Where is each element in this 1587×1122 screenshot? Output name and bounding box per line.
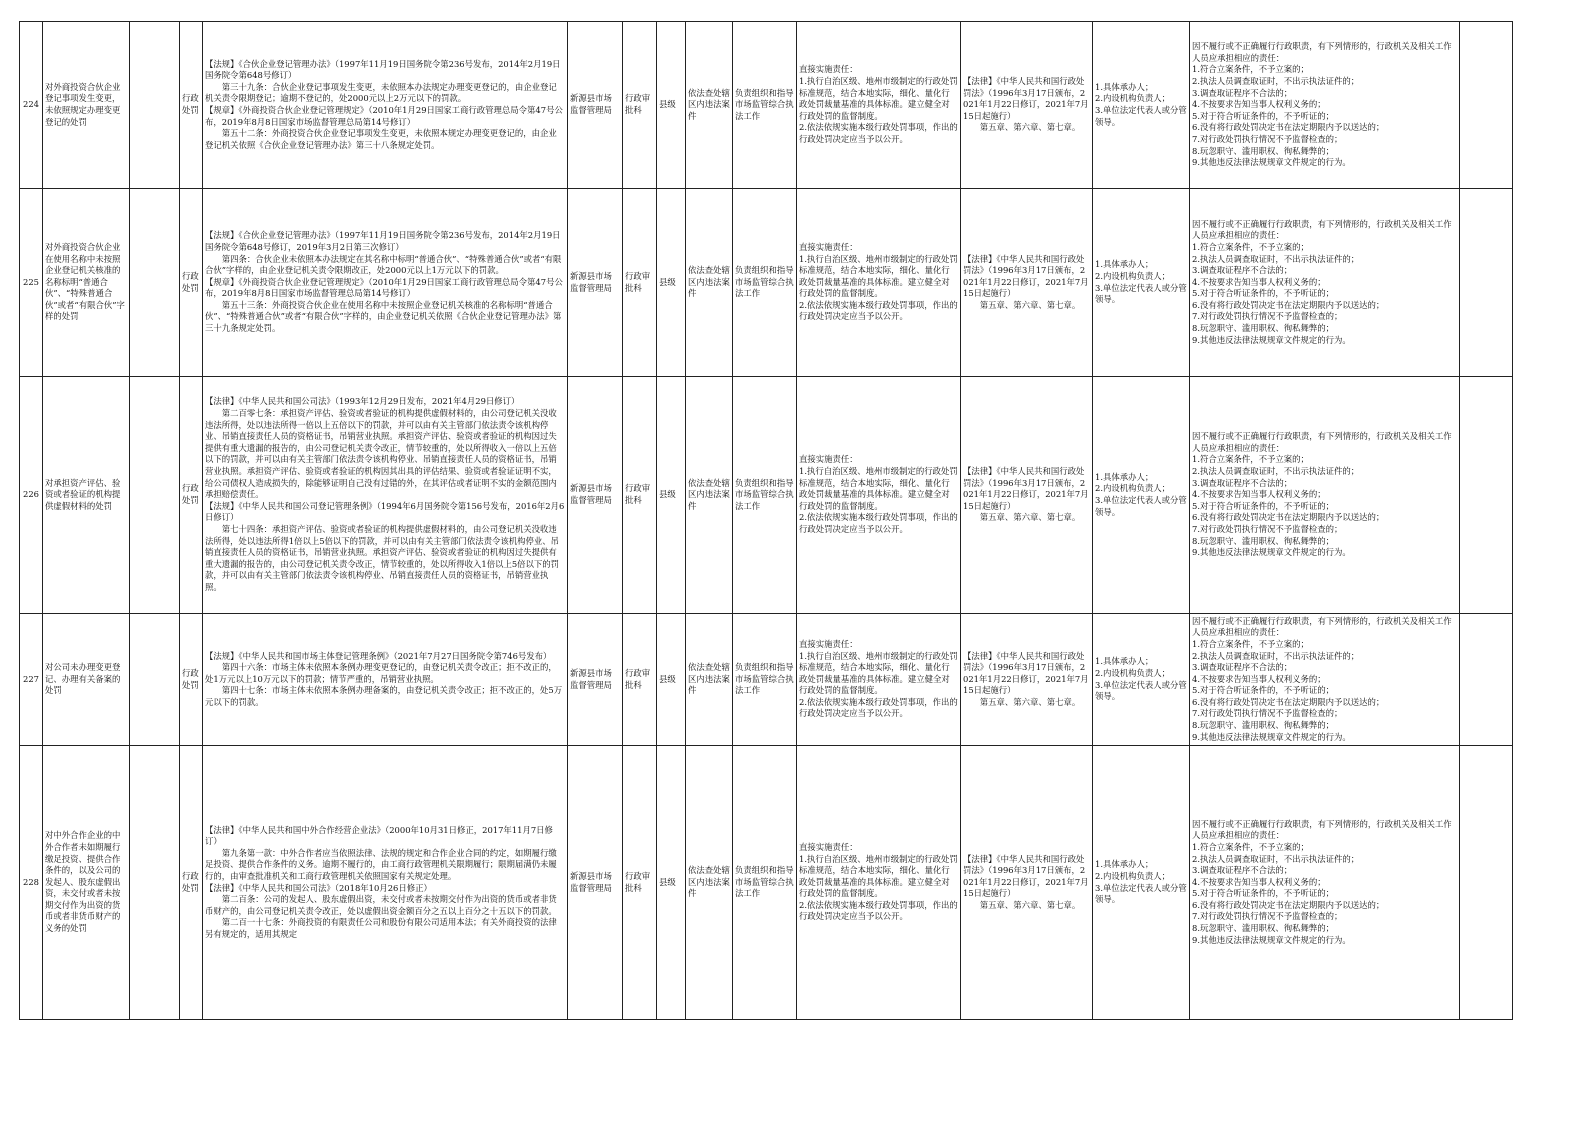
liab-line: 8.玩忽职守、滥用职权、徇私舞弊的； <box>1192 145 1334 156</box>
type-text: 行政处罚 <box>182 870 199 893</box>
basis-line: 第九条第一款：中外合作者应当依照法律、法规的规定和合作企业合同的约定，如期履行缴足投资、提供合作条件的义务。逾期不履行的，由工商行政管理机关限期履行；限期届满仍未履行的，由审查批准机关和工商行政管理机关依照国家有关规定处理。 <box>205 847 557 881</box>
role-text: 负责组织和指导市场监管综合执法工作 <box>735 87 794 121</box>
law-line: 第五章、第六章、第七章。 <box>963 512 1081 523</box>
liab-line: 7.对行政处罚执行情况不予监督检查的； <box>1192 311 1343 322</box>
resp-line: 2.内设机构负责人； <box>1095 667 1170 678</box>
cell-class <box>623 189 657 377</box>
cell-basis <box>203 377 568 614</box>
resp-line: 1.具体承办人； <box>1095 259 1154 270</box>
liab-line: 2.执法人员调查取证时，不出示执法证件的； <box>1192 76 1360 87</box>
cell-resp <box>1093 22 1190 189</box>
cell-note <box>1460 746 1513 1020</box>
basis-line: 【规章】《外商投资合伙企业登记管理规定》（2010年1月29日国家工商行政管理总局令第47号公布，2019年8月8日国家市场监督管理总局第14号修订） <box>205 276 563 299</box>
cell-role <box>733 614 797 746</box>
liab-line: 1.符合立案条件，不予立案的； <box>1192 64 1309 75</box>
basis-line: 第五十三条：外商投资合伙企业在使用名称中未按照企业登记机关核准的名称标明“普通合伙”、“特殊普通合伙”或者“有限合伙”字样的，由企业登记机关依照《合伙企业登记管理办法》第三十九条规定处罚。 <box>205 299 562 334</box>
cell-note <box>1460 189 1513 377</box>
resp-line: 1.具体承办人； <box>1095 471 1154 482</box>
cell-name <box>43 377 130 614</box>
cell-scope <box>686 377 733 614</box>
duty-line: 2.依法依规实施本级行政处罚事项，作出的行政处罚决定应当予以公开。 <box>799 696 958 719</box>
cell-liab <box>1190 22 1460 189</box>
level-text: 县级 <box>659 276 676 287</box>
cell-name <box>43 189 130 377</box>
cell-level <box>657 614 686 746</box>
level-text: 县级 <box>659 876 676 887</box>
law-line: 第五章、第六章、第七章。 <box>963 122 1081 133</box>
dept-text: 新源县市场监督管理局 <box>570 270 612 293</box>
role-text: 负责组织和指导市场监管综合执法工作 <box>735 662 794 696</box>
duty-line: 2.依法依规实施本级行政处罚事项，作出的行政处罚决定应当予以公开。 <box>799 512 958 534</box>
duty-line: 直接实施责任： <box>799 841 858 852</box>
resp-line: 3.单位法定代表人或分管领导。 <box>1095 495 1187 517</box>
num-text: 227 <box>23 673 39 684</box>
class-text: 行政审批科 <box>625 667 651 690</box>
cell-scope <box>686 614 733 746</box>
cell-dept <box>568 614 623 746</box>
cell-level <box>657 746 686 1020</box>
cell-type <box>180 614 203 746</box>
basis-line: 第三十九条：合伙企业登记事项发生变更，未依照本办法规定办理变更登记的，由企业登记机关责令限期登记；逾期不登记的，处2000元以上2万元以下的罚款。 <box>205 81 557 104</box>
cell-liab <box>1190 614 1460 746</box>
dept-text: 新源县市场监督管理局 <box>570 667 612 690</box>
dept-text: 新源县市场监督管理局 <box>570 93 612 115</box>
liab-line: 4.不按要求告知当事人权利义务的； <box>1192 489 1326 500</box>
role-text: 负责组织和指导市场监管综合执法工作 <box>735 477 794 511</box>
name-text: 对公司未办理变更登记、办理有关备案的处罚 <box>45 662 121 696</box>
cell-scope <box>686 746 733 1020</box>
liab-line: 2.执法人员调查取证时，不出示执法证件的； <box>1192 466 1360 477</box>
level-text: 县级 <box>659 489 676 500</box>
name-text: 对外商投资合伙企业登记事项发生变更，未依照规定办理变更登记的处罚 <box>45 81 121 127</box>
duty-line: 1.执行自治区级、地州市级制定的行政处罚标准规范，结合本地实际，细化、量化行政处罚裁量基准的具体标准。建立健全对行政处罚的监督制度。 <box>799 650 958 696</box>
level-text: 县级 <box>659 99 676 110</box>
resp-line: 2.内设机构负责人； <box>1095 870 1170 881</box>
cell-duty <box>797 22 961 189</box>
dept-text: 新源县市场监督管理局 <box>570 870 612 893</box>
resp-line: 3.单位法定代表人或分管领导。 <box>1095 282 1187 305</box>
cell-scope <box>686 189 733 377</box>
scope-text: 依法查处辖区内违法案件 <box>688 865 730 899</box>
cell-level <box>657 377 686 614</box>
liab-line: 4.不按要求告知当事人权利义务的； <box>1192 99 1326 110</box>
scope-text: 依法查处辖区内违法案件 <box>688 265 730 299</box>
cell-basis <box>203 22 568 189</box>
duty-line: 直接实施责任： <box>799 241 858 252</box>
law-line: 【法律】《中华人民共和国行政处罚法》（1996年3月17日颁布，2021年1月22日修订，2021年7月15日起施行） <box>963 466 1089 511</box>
cell-duty <box>797 189 961 377</box>
table-row <box>20 614 1513 746</box>
cell-note <box>1460 22 1513 189</box>
liab-line: 4.不按要求告知当事人权利义务的； <box>1192 673 1326 684</box>
basis-line: 第四条：合伙企业未依照本办法规定在其名称中标明“普通合伙”、“特殊普通合伙”或者“有限合伙”字样的，由企业登记机关责令限期改正，处2000元以上1万元以下的罚款。 <box>205 253 562 276</box>
cell-dept <box>568 377 623 614</box>
basis-line: 【规章】《外商投资合伙企业登记管理规定》（2010年1月29日国家工商行政管理总局令第47号公布，2019年8月8日国家市场监督管理总局第14号修订） <box>205 105 563 127</box>
table-row <box>20 746 1513 1020</box>
cell-level <box>657 189 686 377</box>
num-text: 225 <box>23 276 39 287</box>
cell-blank1 <box>130 22 180 189</box>
scope-text: 依法查处辖区内违法案件 <box>688 477 730 511</box>
liab-line: 3.调查取证程序不合法的； <box>1192 662 1293 673</box>
liab-line: 7.对行政处罚执行情况不予监督检查的； <box>1192 911 1343 922</box>
resp-line: 2.内设机构负责人； <box>1095 270 1170 281</box>
basis-line: 第四十六条：市场主体未依照本条例办理变更登记的，由登记机关责令改正；拒不改正的，处1万元以上10万元以下的罚款；情节严重的，吊销营业执照。 <box>205 662 557 684</box>
liab-line: 2.执法人员调查取证时，不出示执法证件的； <box>1192 650 1360 661</box>
table-row <box>20 189 1513 377</box>
cell-liab <box>1190 189 1460 377</box>
cell-role <box>733 746 797 1020</box>
basis-line: 【法律】《中华人民共和国公司法》（2018年10月26日修正） <box>205 882 432 893</box>
liab-line: 3.调查取证程序不合法的； <box>1192 87 1293 98</box>
class-text: 行政审批科 <box>625 870 651 893</box>
resp-line: 3.单位法定代表人或分管领导。 <box>1095 105 1187 127</box>
basis-line: 【法律】《中华人民共和国中外合作经营企业法》（2000年10月31日修正，2017年11月7日修订） <box>205 824 553 847</box>
type-text: 行政处罚 <box>182 667 199 690</box>
class-text: 行政审批科 <box>625 270 651 293</box>
liab-line: 2.执法人员调查取证时，不出示执法证件的； <box>1192 253 1360 264</box>
cell-type <box>180 746 203 1020</box>
basis-line: 第二百零七条：承担资产评估、验资或者验证的机构提供虚假材料的，由公司登记机关没收违法所得，处以违法所得一倍以上五倍以下的罚款，并可以由有关主管部门依法责令该机构停业、吊销直接责任人员的资格证书，吊销营业执照。承担资产评估、验资或者验证的机构因过失提供有重大遗漏的报告的，由公司登记机关责令改正，情节较重的，处以所得收入一倍以上五倍以下的罚款，并可以由有关主管部门依法责令该机构停业、吊销直接责任人员的资格证书，吊销营业执照。承担资产评估、验资或者验证的机构因其出具的评估结果、验资或者验证证明不实，给公司债权人造成损失的，除能够证明自己没有过错的外，在其评估或者证明不实的金额范围内承担赔偿责任。 <box>205 408 557 500</box>
liab-line: 6.没有将行政处罚决定书在法定期限内予以送达的； <box>1192 299 1385 310</box>
liab-line: 6.没有将行政处罚决定书在法定期限内予以送达的； <box>1192 122 1385 133</box>
basis-line: 【法律】《中华人民共和国公司法》（1993年12月29日发布，2021年4月29日修订） <box>205 396 520 407</box>
table-row <box>20 22 1513 189</box>
liab-line: 1.符合立案条件，不予立案的； <box>1192 841 1309 852</box>
cell-blank1 <box>130 189 180 377</box>
cell-name <box>43 22 130 189</box>
basis-line: 第二百一十七条：外商投资的有限责任公司和股份有限公司适用本法；有关外商投资的法律另有规定的，适用其规定 <box>205 917 557 939</box>
cell-note <box>1460 377 1513 614</box>
duty-line: 1.执行自治区级、地州市级制定的行政处罚标准规范，结合本地实际，细化、量化行政处罚裁量基准的具体标准。建立健全对行政处罚的监督制度。 <box>799 853 958 899</box>
type-text: 行政处罚 <box>182 483 199 505</box>
resp-line: 2.内设机构负责人； <box>1095 93 1170 104</box>
liab-line: 4.不按要求告知当事人权利义务的； <box>1192 876 1326 887</box>
cell-blank1 <box>130 614 180 746</box>
cell-num <box>20 22 43 189</box>
cell-liab <box>1190 746 1460 1020</box>
name-text: 对承担资产评估、验资或者验证的机构提供虚假材料的处罚 <box>45 477 121 511</box>
liab-line: 5.对于符合听证条件的，不予听证的； <box>1192 685 1334 696</box>
cell-basis <box>203 614 568 746</box>
basis-line: 【法规】《中华人民共和国市场主体登记管理条例》（2021年7月27日国务院令第746号发布） <box>205 650 552 661</box>
resp-line: 1.具体承办人； <box>1095 81 1154 92</box>
type-text: 行政处罚 <box>182 270 199 293</box>
law-line: 第五章、第六章、第七章。 <box>963 696 1081 707</box>
cell-duty <box>797 746 961 1020</box>
cell-type <box>180 189 203 377</box>
duty-line: 1.执行自治区级、地州市级制定的行政处罚标准规范，结合本地实际，细化、量化行政处罚裁量基准的具体标准。建立健全对行政处罚的监督制度。 <box>799 466 958 511</box>
basis-line: 第二百条：公司的发起人、股东虚假出资，未交付或者未按期交付作为出资的货币或者非货币财产的，由公司登记机关责令改正，处以虚假出资金额百分之五以上百分之十五以下的罚款。 <box>205 894 557 916</box>
liab-line: 7.对行政处罚执行情况不予监督检查的； <box>1192 133 1343 144</box>
liab-line: 9.其他违反法律法规规章文件规定的行为。 <box>1192 934 1351 945</box>
liab-line: 8.玩忽职守、滥用职权、徇私舞弊的； <box>1192 923 1334 934</box>
liab-line: 5.对于符合听证条件的，不予听证的； <box>1192 288 1334 299</box>
cell-liab <box>1190 377 1460 614</box>
duty-line: 直接实施责任： <box>799 64 858 75</box>
liab-line: 6.没有将行政处罚决定书在法定期限内予以送达的； <box>1192 512 1385 523</box>
cell-law <box>961 377 1093 614</box>
scope-text: 依法查处辖区内违法案件 <box>688 662 730 696</box>
resp-line: 3.单位法定代表人或分管领导。 <box>1095 679 1187 702</box>
cell-law <box>961 614 1093 746</box>
cell-role <box>733 377 797 614</box>
liab-line: 8.玩忽职守、滥用职权、徇私舞弊的； <box>1192 535 1334 546</box>
num-text: 226 <box>23 489 39 500</box>
law-line: 【法律】《中华人民共和国行政处罚法》（1996年3月17日颁布，2021年1月22日修订，2021年7月15日起施行） <box>963 76 1089 121</box>
level-text: 县级 <box>659 673 676 684</box>
liab-line: 9.其他违反法律法规规章文件规定的行为。 <box>1192 334 1351 345</box>
duty-line: 1.执行自治区级、地州市级制定的行政处罚标准规范，结合本地实际，细化、量化行政处罚裁量基准的具体标准。建立健全对行政处罚的监督制度。 <box>799 253 958 299</box>
cell-duty <box>797 377 961 614</box>
liab-line: 5.对于符合听证条件的，不予听证的； <box>1192 500 1334 511</box>
liab-line: 9.其他违反法律法规规章文件规定的行为。 <box>1192 157 1351 168</box>
power-list-table <box>19 21 1513 1020</box>
cell-basis <box>203 746 568 1020</box>
cell-class <box>623 614 657 746</box>
liab-line: 因不履行或不正确履行行政职责，有下列情形的，行政机关及相关工作人员应承担相应的责任： <box>1192 615 1452 638</box>
liab-line: 3.调查取证程序不合法的； <box>1192 477 1293 488</box>
cell-law <box>961 746 1093 1020</box>
resp-line: 1.具体承办人； <box>1095 656 1154 667</box>
num-text: 228 <box>23 876 39 887</box>
cell-type <box>180 377 203 614</box>
liab-line: 1.符合立案条件，不予立案的； <box>1192 241 1309 252</box>
cell-duty <box>797 614 961 746</box>
cell-resp <box>1093 189 1190 377</box>
duty-line: 2.依法依规实施本级行政处罚事项，作出的行政处罚决定应当予以公开。 <box>799 299 958 322</box>
law-line: 第五章、第六章、第七章。 <box>963 899 1081 910</box>
liab-line: 9.其他违反法律法规规章文件规定的行为。 <box>1192 731 1351 742</box>
role-text: 负责组织和指导市场监管综合执法工作 <box>735 265 794 299</box>
liab-line: 7.对行政处罚执行情况不予监督检查的； <box>1192 523 1343 534</box>
cell-level <box>657 22 686 189</box>
liab-line: 9.其他违反法律法规规章文件规定的行为。 <box>1192 547 1351 558</box>
liab-line: 因不履行或不正确履行行政职责，有下列情形的，行政机关及相关工作人员应承担相应的责任： <box>1192 218 1452 241</box>
cell-blank1 <box>130 746 180 1020</box>
cell-law <box>961 22 1093 189</box>
liab-line: 5.对于符合听证条件的，不予听证的； <box>1192 110 1334 121</box>
law-line: 【法律】《中华人民共和国行政处罚法》（1996年3月17日颁布，2021年1月22日修订，2021年7月15日起施行） <box>963 253 1089 299</box>
duty-line: 2.依法依规实施本级行政处罚事项，作出的行政处罚决定应当予以公开。 <box>799 899 958 922</box>
basis-line: 第五十二条：外商投资合伙企业登记事项发生变更，未依照本规定办理变更登记的，由企业登记机关依照《合伙企业登记管理办法》第三十八条规定处罚。 <box>205 128 557 150</box>
type-text: 行政处罚 <box>182 93 199 115</box>
liab-line: 4.不按要求告知当事人权利义务的； <box>1192 276 1326 287</box>
cell-note <box>1460 614 1513 746</box>
cell-num <box>20 377 43 614</box>
resp-line: 3.单位法定代表人或分管领导。 <box>1095 882 1187 905</box>
law-line: 【法律】《中华人民共和国行政处罚法》（1996年3月17日颁布，2021年1月22日修订，2021年7月15日起施行） <box>963 650 1089 696</box>
dept-text: 新源县市场监督管理局 <box>570 483 612 505</box>
basis-line: 【法规】《合伙企业登记管理办法》（1997年11月19日国务院令第236号发布，2014年2月19日国务院令第648号修订，2019年3月2日第三次修订） <box>205 230 561 252</box>
resp-line: 2.内设机构负责人； <box>1095 483 1170 494</box>
cell-dept <box>568 189 623 377</box>
duty-line: 直接实施责任： <box>799 454 858 465</box>
liab-line: 7.对行政处罚执行情况不予监督检查的； <box>1192 708 1343 719</box>
cell-law <box>961 189 1093 377</box>
liab-line: 6.没有将行政处罚决定书在法定期限内予以送达的； <box>1192 899 1385 910</box>
cell-name <box>43 746 130 1020</box>
law-line: 第五章、第六章、第七章。 <box>963 299 1081 310</box>
liab-line: 1.符合立案条件，不予立案的； <box>1192 638 1309 649</box>
cell-dept <box>568 746 623 1020</box>
cell-class <box>623 377 657 614</box>
duty-line: 1.执行自治区级、地州市级制定的行政处罚标准规范，结合本地实际，细化、量化行政处罚裁量基准的具体标准。建立健全对行政处罚的监督制度。 <box>799 76 958 121</box>
basis-line: 第四十七条：市场主体未依照本条例办理备案的，由登记机关责令改正；拒不改正的，处5万元以下的罚款。 <box>205 685 563 707</box>
liab-line: 因不履行或不正确履行行政职责，有下列情形的，行政机关及相关工作人员应承担相应的责任： <box>1192 818 1452 841</box>
duty-line: 直接实施责任： <box>799 638 858 649</box>
num-text: 224 <box>23 99 39 110</box>
cell-num <box>20 746 43 1020</box>
cell-scope <box>686 22 733 189</box>
role-text: 负责组织和指导市场监管综合执法工作 <box>735 865 794 899</box>
table-body <box>20 22 1513 1020</box>
liab-line: 3.调查取证程序不合法的； <box>1192 865 1293 876</box>
liab-line: 5.对于符合听证条件的，不予听证的； <box>1192 888 1334 899</box>
cell-type <box>180 22 203 189</box>
cell-blank1 <box>130 377 180 614</box>
basis-line: 第七十四条：承担资产评估、验资或者验证的机构提供虚假材料的，由公司登记机关没收违法所得，处以违法所得1倍以上5倍以下的罚款，并可以由有关主管部门依法责令该机构停业、吊销直接责任人员的资格证书，吊销营业执照。承担资产评估、验资或者验证的机构因过失提供有重大遗漏的报告的，由公司登记机关责令改正，情节较重的，处以所得收入1倍以上5倍以下的罚款，并可以由有关主管部门依法责令该机构停业、吊销直接责任人员的资格证书，吊销营业执照。 <box>205 523 560 592</box>
class-text: 行政审批科 <box>625 93 651 115</box>
cell-resp <box>1093 377 1190 614</box>
scope-text: 依法查处辖区内违法案件 <box>688 87 730 121</box>
cell-resp <box>1093 746 1190 1020</box>
class-text: 行政审批科 <box>625 483 651 505</box>
basis-line: 【法规】《中华人民共和国公司登记管理条例》（1994年6月国务院令第156号发布，2016年2月6日修订） <box>205 500 565 523</box>
duty-line: 2.依法依规实施本级行政处罚事项，作出的行政处罚决定应当予以公开。 <box>799 122 958 144</box>
liab-line: 8.玩忽职守、滥用职权、徇私舞弊的； <box>1192 720 1334 731</box>
cell-dept <box>568 22 623 189</box>
table-row <box>20 377 1513 614</box>
cell-num <box>20 189 43 377</box>
liab-line: 因不履行或不正确履行行政职责，有下列情形的，行政机关及相关工作人员应承担相应的责任： <box>1192 431 1452 453</box>
cell-name <box>43 614 130 746</box>
cell-role <box>733 22 797 189</box>
resp-line: 1.具体承办人； <box>1095 859 1154 870</box>
name-text: 对外商投资合伙企业在使用名称中未按照企业登记机关核准的名称标明“普通合伙”、“特殊普通合伙”或者“有限合伙”字样的处罚 <box>45 241 125 322</box>
cell-class <box>623 22 657 189</box>
cell-role <box>733 189 797 377</box>
name-text: 对中外合作企业的中外合作者未如期履行缴足投资、提供合作条件的，以及公司的发起人、股东虚假出资，未交付或者未按期交付作为出资的货币或者非货币财产的义务的处罚 <box>45 830 121 934</box>
liab-line: 因不履行或不正确履行行政职责，有下列情形的，行政机关及相关工作人员应承担相应的责任： <box>1192 41 1452 63</box>
cell-basis <box>203 189 568 377</box>
liab-line: 6.没有将行政处罚决定书在法定期限内予以送达的； <box>1192 696 1385 707</box>
cell-resp <box>1093 614 1190 746</box>
liab-line: 8.玩忽职守、滥用职权、徇私舞弊的； <box>1192 323 1334 334</box>
law-line: 【法律】《中华人民共和国行政处罚法》（1996年3月17日颁布，2021年1月22日修订，2021年7月15日起施行） <box>963 853 1089 899</box>
liab-line: 2.执法人员调查取证时，不出示执法证件的； <box>1192 853 1360 864</box>
cell-num <box>20 614 43 746</box>
liab-line: 3.调查取证程序不合法的； <box>1192 265 1293 276</box>
cell-class <box>623 746 657 1020</box>
basis-line: 【法规】《合伙企业登记管理办法》（1997年11月19日国务院令第236号发布，2014年2月19日国务院令第648号修订） <box>205 58 561 81</box>
liab-line: 1.符合立案条件，不予立案的； <box>1192 454 1309 465</box>
